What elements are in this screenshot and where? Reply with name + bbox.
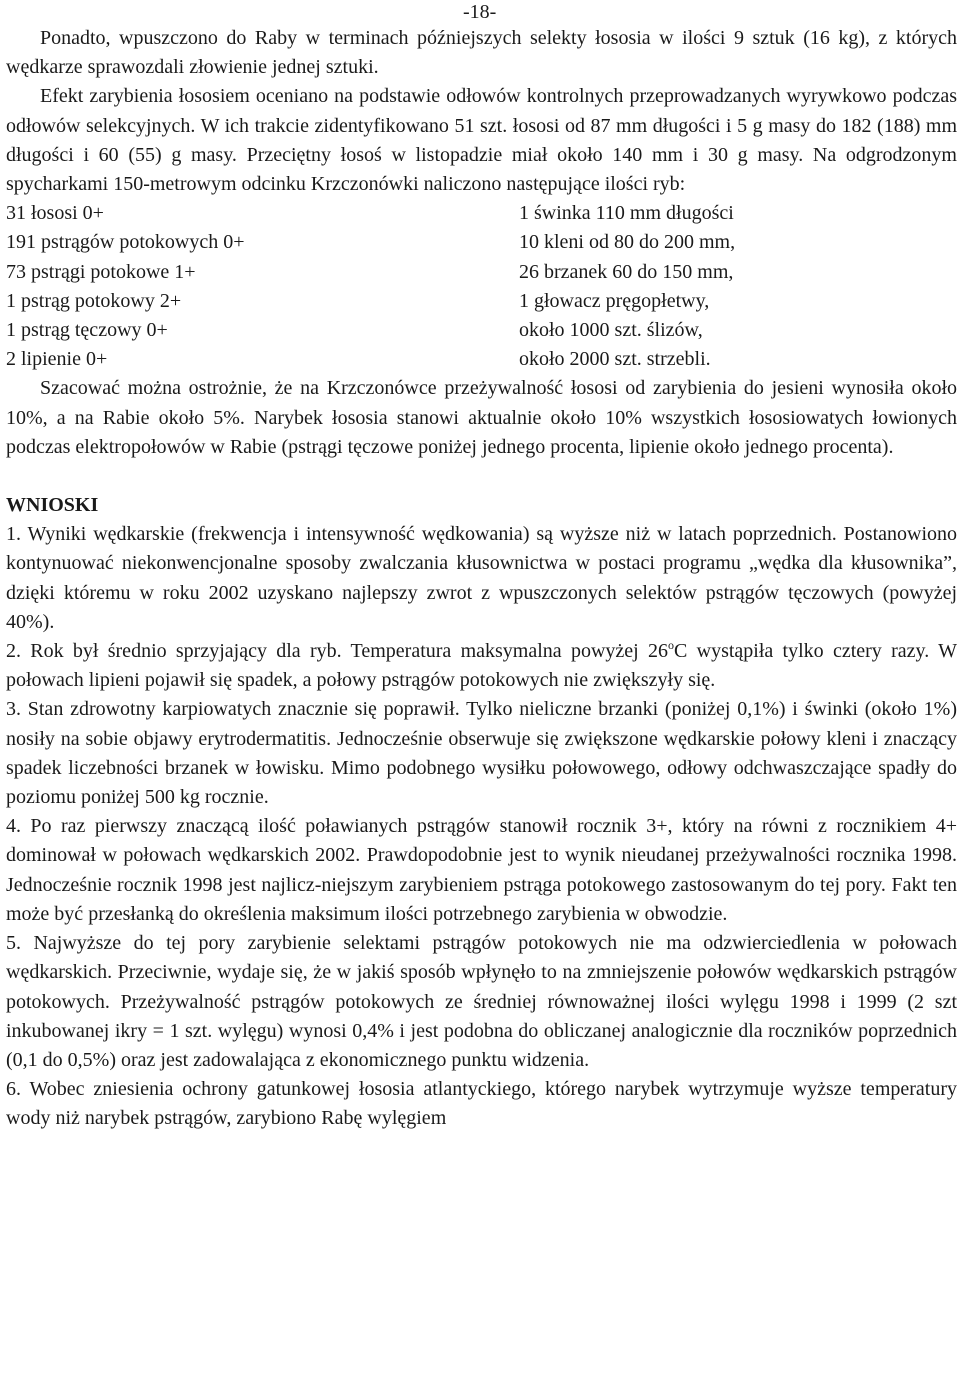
conclusion-2-text-b: C wystąpiła tylko cztery razy. W połowach lipieni pojawił się spadek, a połowy pstrągów potokowych nie zwiększyły się.: [6, 640, 957, 692]
fish-count-item: 1 pstrąg potokowy 2+: [6, 289, 182, 312]
fish-count-item: 1 pstrąg tęczowy 0+: [6, 319, 168, 342]
fish-count-item: 1 świnka 110 mm długości: [519, 202, 734, 225]
paragraph-survival: Szacować można ostrożnie, że na Krzczonówce przeżywalność łososi od zarybienia do jesieni wynosiła około 10%, a na Rabie około 5%. Narybek łososia stanowi aktualnie około 10% wszystkich łososiowatych łowionych podczas elektropołowów w Rabie (pstrągi tęczowe poniżej jednego procenta, lipienie około jednego procenta).: [6, 377, 957, 458]
page-number: -18-: [463, 1, 497, 23]
paragraph-salmon-effect: Efekt zarybienia łososiem oceniano na podstawie odłowów kontrolnych przeprowadzanych wyrywkowo podczas odłowów selekcyjnych. W ich trakcie zidentyfikowano 51 szt. łososi od 87 mm długości i 5 g masy do 182 (188) mm długości i 60 (55) g masy. Przeciętny łosoś w listopadzie miał około 140 mm i 30 g masy. Na odgrodzonym spycharkami 150-metrowym odcinku Krzczonówki naliczono następujące ilości ryb:: [6, 85, 957, 196]
document-body: [6, 24, 957, 1134]
fish-count-item: około 1000 szt. ślizów,: [519, 319, 703, 342]
fish-count-item: 10 kleni od 80 do 200 mm,: [519, 231, 736, 254]
conclusion-5: 5. Najwyższe do tej pory zarybienie selektami pstrągów potokowych nie ma odzwierciedlenia w połowach wędkarskich. Przeciwnie, wydaje się, że w jakiś sposób wpłynęło to na zmniejszenie połowów wędkarskich pstrągów potokowych. Przeżywalność pstrągów potokowych ze średniej równoważnej ilości wylęgu 1998 i 1999 (2 szt inkubowanej ikry = 1 szt. wylęgu) wynosi 0,4% i jest podobna do obliczanej analogicznie dla roczników poprzednich (0,1 do 0,5%) oraz jest zadowalająca z ekonomicznego punktu widzenia.: [6, 932, 957, 1071]
fish-count-item: 26 brzanek 60 do 150 mm,: [519, 260, 734, 283]
fish-count-item: 2 lipienie 0+: [6, 348, 108, 371]
conclusion-1: 1. Wyniki wędkarskie (frekwencja i intensywność wędkowania) są wyższe niż w latach poprzednich. Postanowiono kontynuować niekonwencjonalne sposoby zwalczania kłusownictwa w postaci programu „wędka dla kłusownika”, dzięki któremu w roku 2002 uzyskano najlepszy zwrot z wpuszczonych selektów pstrągów tęczowych (powyżej 40%).: [6, 523, 957, 633]
fish-count-item: 1 głowacz pręgopłetwy,: [519, 289, 710, 312]
section-spacer: [6, 462, 957, 491]
fish-count-list: [6, 199, 957, 374]
fish-count-item: 191 pstrągów potokowych 0+: [6, 231, 245, 254]
conclusion-2-text-a: 2. Rok był średnio sprzyjający dla ryb. Temperatura maksymalna powyżej 26: [6, 640, 668, 663]
fish-count-item: 31 łososi 0+: [6, 202, 104, 225]
conclusion-2: [6, 637, 957, 695]
paragraph-salmon-selekty: Ponadto, wpuszczono do Raby w terminach późniejszych selekty łososia w ilości 9 sztuk (16 kg), z których wędkarze sprawozdali złowienie jednej sztuki.: [6, 27, 957, 79]
degree-superscript: o: [668, 638, 674, 653]
conclusion-3: 3. Stan zdrowotny karpiowatych znacznie się poprawił. Tylko nieliczne brzanki (poniżej 0,1%) i świnki (około 1%) nosiły na sobie objawy erytrodermatitis. Jednocześnie obserwuje się zwiększone wędkarskie połowy kleni i znaczący spadek liczebności brzanek w łowisku. Mimo podobnego wysiłku połowowego, odłowy odchwaszczające spadły do poziomu poniżej 500 kg rocznie.: [6, 698, 957, 809]
fish-count-item: 73 pstrągi potokowe 1+: [6, 260, 196, 283]
fish-count-item: około 2000 szt. strzebli.: [519, 348, 711, 371]
conclusion-6: 6. Wobec zniesienia ochrony gatunkowej łososia atlantyckiego, którego narybek wytrzymuje wyższe temperatury wody niż narybek pstrągów, zarybiono Rabę wylęgiem: [6, 1078, 957, 1130]
conclusion-4: 4. Po raz pierwszy znaczącą ilość poławianych pstrągów stanowił rocznik 3+, który na równi z rocznikiem 4+ dominował w połowach wędkarskich 2002. Prawdopodobnie jest to wynik nieudanej przeżywalności rocznika 1998. Jednocześnie rocznik 1998 jest najlicz-niejszym zarybieniem pstrąga potokowego zastosowanym do tej pory. Fakt ten może być przesłanką do określenia maksimum ilości potrzebnego zarybienia w obwodzie.: [6, 815, 957, 925]
section-heading: WNIOSKI: [6, 494, 99, 517]
